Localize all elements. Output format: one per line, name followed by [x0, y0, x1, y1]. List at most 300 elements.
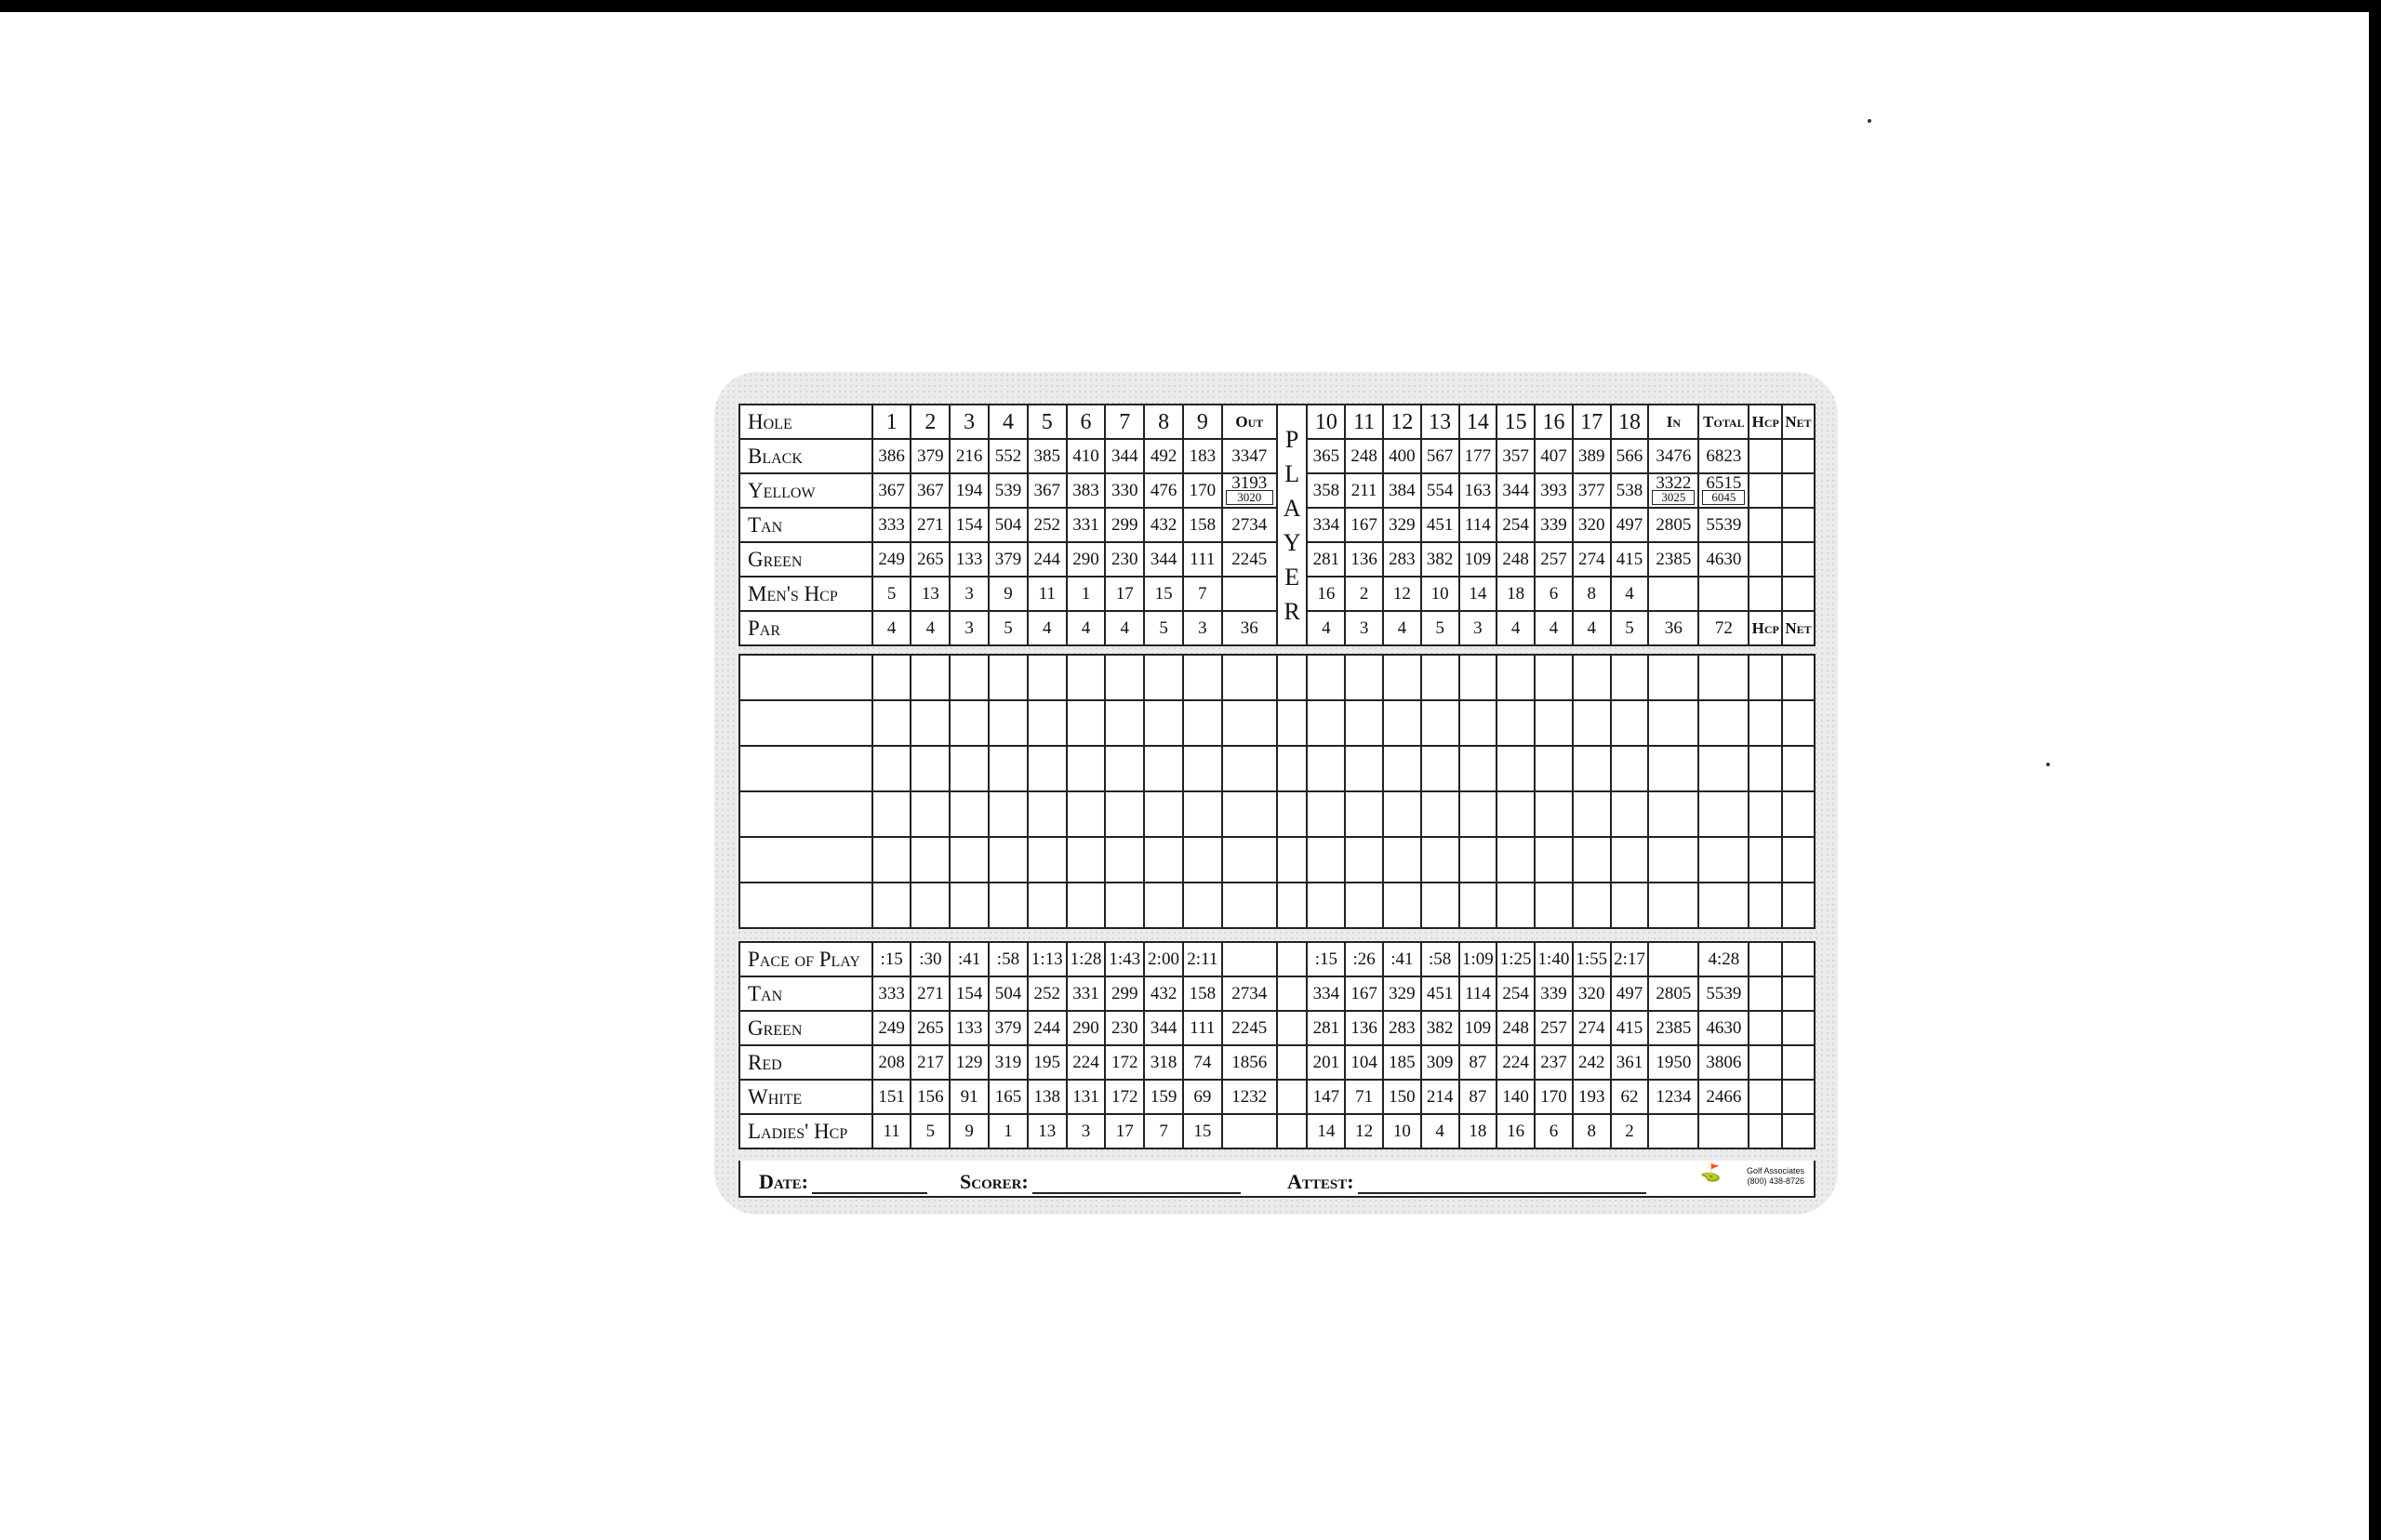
- yardage-cell: 4: [1611, 577, 1649, 611]
- player-name-cell[interactable]: [739, 746, 872, 791]
- in-cell: [1648, 473, 1698, 508]
- net-cell[interactable]: [1782, 1080, 1815, 1114]
- score-cell[interactable]: [1028, 655, 1067, 700]
- yardage-cell: 379: [911, 439, 950, 473]
- yardage-cell: 138: [1028, 1080, 1067, 1114]
- score-cell[interactable]: [1144, 837, 1183, 883]
- score-cell[interactable]: [1611, 837, 1649, 883]
- yardage-cell: 69: [1183, 1080, 1222, 1114]
- score-cell[interactable]: [1183, 655, 1222, 700]
- yardage-cell: 91: [950, 1080, 989, 1114]
- hcp-cell[interactable]: [1749, 1011, 1782, 1045]
- yardage-cell: 274: [1573, 1011, 1611, 1045]
- score-cell[interactable]: [989, 700, 1028, 746]
- in-cell: 3476: [1648, 439, 1698, 473]
- hole-number: 8: [1144, 405, 1183, 439]
- total-cell: 4:28: [1698, 942, 1749, 976]
- yardage-cell: :41: [1383, 942, 1421, 976]
- score-cell[interactable]: [1105, 883, 1144, 928]
- yardage-cell: 281: [1307, 1011, 1345, 1045]
- yardage-cell: 329: [1383, 976, 1421, 1011]
- player-name-cell[interactable]: [739, 700, 872, 746]
- score-cell[interactable]: [1421, 791, 1459, 837]
- score-cell[interactable]: [1383, 746, 1421, 791]
- score-cell[interactable]: [1383, 837, 1421, 883]
- yellow-out-alt-value: 3020: [1226, 490, 1273, 505]
- yardage-cell: 389: [1573, 439, 1611, 473]
- scorer-line[interactable]: [1032, 1175, 1241, 1194]
- score-cell[interactable]: [1782, 791, 1815, 837]
- row-label: Tan: [739, 508, 872, 542]
- net-cell[interactable]: [1782, 577, 1815, 611]
- yardage-cell: 13: [911, 577, 950, 611]
- score-cell[interactable]: [1782, 655, 1815, 700]
- out-cell: [1222, 473, 1277, 508]
- score-cell[interactable]: [1459, 791, 1497, 837]
- total-cell: 72: [1698, 611, 1749, 645]
- yardage-cell: 6: [1535, 577, 1573, 611]
- score-cell[interactable]: [1698, 883, 1749, 928]
- score-cell[interactable]: [1277, 700, 1308, 746]
- score-cell[interactable]: [1067, 837, 1106, 883]
- score-cell[interactable]: [950, 883, 989, 928]
- score-cell[interactable]: [989, 883, 1028, 928]
- score-cell[interactable]: [1067, 655, 1106, 700]
- score-cell[interactable]: [1535, 883, 1573, 928]
- yardage-cell: 111: [1183, 1011, 1222, 1045]
- yardage-cell: 74: [1183, 1045, 1222, 1080]
- score-cell[interactable]: [950, 791, 989, 837]
- score-cell[interactable]: [1648, 791, 1698, 837]
- yardage-cell: 379: [989, 542, 1028, 577]
- score-cell[interactable]: [1277, 655, 1308, 700]
- yardage-cell: :15: [872, 942, 911, 976]
- out-cell: 2734: [1222, 976, 1277, 1011]
- yardage-cell: 230: [1105, 1011, 1144, 1045]
- score-cell[interactable]: [1496, 791, 1535, 837]
- score-cell[interactable]: [1028, 791, 1067, 837]
- yardage-cell: 62: [1611, 1080, 1649, 1114]
- yardage-cell: 567: [1421, 439, 1459, 473]
- in-cell: 2805: [1648, 976, 1698, 1011]
- score-cell[interactable]: [1648, 700, 1698, 746]
- score-cell[interactable]: [1496, 746, 1535, 791]
- out-cell: 2734: [1222, 508, 1277, 542]
- in-cell: [1648, 1114, 1698, 1148]
- yardage-cell: 4: [1105, 611, 1144, 645]
- yardage-cell: 299: [1105, 508, 1144, 542]
- score-cell[interactable]: [911, 655, 950, 700]
- yardage-cell: 2: [1611, 1114, 1649, 1148]
- yardage-cell: 385: [1028, 439, 1067, 473]
- yardage-cell: 329: [1383, 508, 1421, 542]
- score-cell[interactable]: [1611, 746, 1649, 791]
- yardage-cell: 318: [1144, 1045, 1183, 1080]
- score-cell[interactable]: [1459, 837, 1497, 883]
- yardage-cell: 271: [911, 976, 950, 1011]
- hcp-cell[interactable]: [1749, 942, 1782, 976]
- score-cell[interactable]: [1307, 791, 1345, 837]
- score-cell[interactable]: [989, 837, 1028, 883]
- score-cell[interactable]: [1749, 700, 1782, 746]
- score-cell[interactable]: [1028, 883, 1067, 928]
- attest-line[interactable]: [1358, 1175, 1646, 1194]
- score-cell[interactable]: [1535, 746, 1573, 791]
- yardage-cell: 11: [1028, 577, 1067, 611]
- player-spacer-cell: [1277, 1045, 1308, 1080]
- net-cell[interactable]: [1782, 439, 1815, 473]
- score-cell[interactable]: [1496, 883, 1535, 928]
- yardage-cell: 163: [1459, 473, 1497, 508]
- score-cell[interactable]: [1144, 655, 1183, 700]
- score-cell[interactable]: [1611, 791, 1649, 837]
- score-cell[interactable]: [1648, 883, 1698, 928]
- score-cell[interactable]: [1648, 837, 1698, 883]
- score-cell[interactable]: [1222, 883, 1277, 928]
- score-cell[interactable]: [1067, 791, 1106, 837]
- score-cell[interactable]: [1144, 700, 1183, 746]
- yardage-cell: 4: [911, 611, 950, 645]
- yardage-table-top: [738, 404, 1816, 646]
- row-label: Red: [739, 1045, 872, 1080]
- score-cell[interactable]: [1749, 837, 1782, 883]
- out-cell: 1232: [1222, 1080, 1277, 1114]
- score-cell[interactable]: [1535, 837, 1573, 883]
- score-cell[interactable]: [1028, 746, 1067, 791]
- yardage-cell: 248: [1496, 542, 1535, 577]
- yardage-cell: 254: [1496, 976, 1535, 1011]
- score-cell[interactable]: [1105, 655, 1144, 700]
- score-cell[interactable]: [1383, 883, 1421, 928]
- net-cell[interactable]: [1782, 1045, 1815, 1080]
- net-cell[interactable]: [1782, 508, 1815, 542]
- yardage-cell: 367: [1028, 473, 1067, 508]
- score-cell[interactable]: [1277, 746, 1308, 791]
- yardage-cell: 331: [1067, 508, 1106, 542]
- net-cell[interactable]: [1782, 976, 1815, 1011]
- hcp-cell[interactable]: [1749, 439, 1782, 473]
- score-cell[interactable]: [1345, 837, 1383, 883]
- yardage-cell: :41: [950, 942, 989, 976]
- score-cell[interactable]: [1183, 837, 1222, 883]
- player-name-cell[interactable]: [739, 791, 872, 837]
- yardage-cell: 158: [1183, 976, 1222, 1011]
- total-cell: 5539: [1698, 976, 1749, 1011]
- score-cell[interactable]: [1421, 700, 1459, 746]
- score-cell[interactable]: [911, 746, 950, 791]
- score-cell[interactable]: [989, 746, 1028, 791]
- hcp-cell[interactable]: [1749, 473, 1782, 508]
- score-cell[interactable]: [1028, 700, 1067, 746]
- score-cell[interactable]: [1421, 746, 1459, 791]
- score-cell[interactable]: [1144, 746, 1183, 791]
- yellow-total-alt-value: 6045: [1702, 490, 1745, 505]
- in-cell: 1234: [1648, 1080, 1698, 1114]
- hcp-cell[interactable]: [1749, 1080, 1782, 1114]
- score-cell[interactable]: [1307, 655, 1345, 700]
- hcp-cell[interactable]: [1749, 1045, 1782, 1080]
- score-cell[interactable]: [1067, 883, 1106, 928]
- score-cell[interactable]: [911, 837, 950, 883]
- yardage-cell: 185: [1383, 1045, 1421, 1080]
- yardage-cell: 379: [989, 1011, 1028, 1045]
- score-cell[interactable]: [1611, 700, 1649, 746]
- score-cell[interactable]: [1222, 837, 1277, 883]
- yardage-cell: 382: [1421, 542, 1459, 577]
- score-cell[interactable]: [1345, 791, 1383, 837]
- yardage-cell: 248: [1345, 439, 1383, 473]
- score-cell[interactable]: [1383, 655, 1421, 700]
- speck: [1868, 119, 1871, 123]
- hole-number: 16: [1535, 405, 1573, 439]
- score-cell[interactable]: [1782, 746, 1815, 791]
- yardage-cell: 283: [1383, 1011, 1421, 1045]
- score-cell[interactable]: [1345, 883, 1383, 928]
- hole-number: 1: [872, 405, 911, 439]
- yardage-cell: 165: [989, 1080, 1028, 1114]
- yardage-cell: 377: [1573, 473, 1611, 508]
- score-cell[interactable]: [1105, 746, 1144, 791]
- score-cell[interactable]: [1067, 746, 1106, 791]
- score-cell[interactable]: [1067, 700, 1106, 746]
- score-cell[interactable]: [1749, 655, 1782, 700]
- score-cell[interactable]: [1459, 883, 1497, 928]
- yardage-cell: 244: [1028, 1011, 1067, 1045]
- score-cell[interactable]: [1698, 837, 1749, 883]
- score-cell[interactable]: [872, 700, 911, 746]
- score-cell[interactable]: [1277, 883, 1308, 928]
- score-cell[interactable]: [1496, 700, 1535, 746]
- yardage-cell: 136: [1345, 1011, 1383, 1045]
- score-cell[interactable]: [950, 655, 989, 700]
- player-name-cell[interactable]: [739, 883, 872, 928]
- yardage-cell: 5: [911, 1114, 950, 1148]
- scorer-field: [960, 1170, 1241, 1194]
- yellow-in-value: 3322: [1656, 473, 1692, 493]
- score-cell[interactable]: [1345, 700, 1383, 746]
- yardage-cell: 361: [1611, 1045, 1649, 1080]
- player-score-row: [739, 700, 1815, 746]
- yardage-cell: 244: [1028, 542, 1067, 577]
- yardage-cell: 4: [1028, 611, 1067, 645]
- score-cell[interactable]: [989, 791, 1028, 837]
- yardage-cell: 344: [1144, 542, 1183, 577]
- hcp-cell[interactable]: [1749, 577, 1782, 611]
- score-cell[interactable]: [872, 746, 911, 791]
- row-label: Black: [739, 439, 872, 473]
- score-cell[interactable]: [1383, 791, 1421, 837]
- score-cell[interactable]: [1345, 746, 1383, 791]
- score-cell[interactable]: [1277, 791, 1308, 837]
- score-cell[interactable]: [1183, 883, 1222, 928]
- score-cell[interactable]: [1222, 655, 1277, 700]
- date-field: [759, 1170, 927, 1194]
- score-cell[interactable]: [1144, 883, 1183, 928]
- score-cell[interactable]: [911, 791, 950, 837]
- score-cell[interactable]: [1144, 791, 1183, 837]
- yardage-cell: 5: [1421, 611, 1459, 645]
- yardage-cell: 159: [1144, 1080, 1183, 1114]
- player-score-row: [739, 746, 1815, 791]
- yardage-cell: 1: [1067, 577, 1106, 611]
- out-cell: [1222, 577, 1277, 611]
- yardage-cell: 382: [1421, 1011, 1459, 1045]
- yardage-cell: 4: [1535, 611, 1573, 645]
- yardage-cell: 147: [1307, 1080, 1345, 1114]
- score-cell[interactable]: [989, 655, 1028, 700]
- score-cell[interactable]: [1222, 791, 1277, 837]
- score-cell[interactable]: [950, 700, 989, 746]
- score-cell[interactable]: [1573, 883, 1611, 928]
- score-cell[interactable]: [1421, 883, 1459, 928]
- yardage-cell: 216: [950, 439, 989, 473]
- hcp-cell[interactable]: [1749, 542, 1782, 577]
- hcp-cell[interactable]: [1749, 1114, 1782, 1148]
- net-cell[interactable]: [1782, 1011, 1815, 1045]
- hcp-cell[interactable]: [1749, 976, 1782, 1011]
- score-cell[interactable]: [1648, 746, 1698, 791]
- yardage-cell: 357: [1496, 439, 1535, 473]
- score-cell[interactable]: [872, 837, 911, 883]
- score-cell[interactable]: [1307, 837, 1345, 883]
- player-letter: R: [1284, 597, 1300, 625]
- yardage-cell: 339: [1535, 976, 1573, 1011]
- yardage-cell: 133: [950, 1011, 989, 1045]
- yardage-cell: 334: [1307, 976, 1345, 1011]
- out-cell: 1856: [1222, 1045, 1277, 1080]
- net-cell[interactable]: [1782, 473, 1815, 508]
- score-cell[interactable]: [1105, 791, 1144, 837]
- score-cell[interactable]: [1345, 655, 1383, 700]
- yardage-cell: 320: [1573, 508, 1611, 542]
- score-cell[interactable]: [1573, 746, 1611, 791]
- score-cell[interactable]: [1459, 655, 1497, 700]
- player-name-cell[interactable]: [739, 837, 872, 883]
- yardage-cell: 432: [1144, 976, 1183, 1011]
- yardage-cell: 410: [1067, 439, 1106, 473]
- score-cell[interactable]: [1782, 883, 1815, 928]
- hole-number: 15: [1496, 405, 1535, 439]
- row-label: Green: [739, 1011, 872, 1045]
- yardage-cell: 3: [1345, 611, 1383, 645]
- score-cell[interactable]: [1183, 791, 1222, 837]
- score-cell[interactable]: [1573, 700, 1611, 746]
- yardage-cell: 252: [1028, 508, 1067, 542]
- score-cell[interactable]: [1782, 837, 1815, 883]
- score-cell[interactable]: [1105, 700, 1144, 746]
- yardage-cell: 9: [950, 1114, 989, 1148]
- score-cell[interactable]: [1277, 837, 1308, 883]
- score-cell[interactable]: [1028, 837, 1067, 883]
- yardage-cell: 12: [1345, 1114, 1383, 1148]
- score-cell[interactable]: [1183, 700, 1222, 746]
- score-cell[interactable]: [950, 837, 989, 883]
- score-cell[interactable]: [1698, 746, 1749, 791]
- score-cell[interactable]: [1496, 837, 1535, 883]
- player-spacer-cell: [1277, 1011, 1308, 1045]
- score-cell[interactable]: [1459, 700, 1497, 746]
- score-cell[interactable]: [1421, 655, 1459, 700]
- yardage-cell: 344: [1144, 1011, 1183, 1045]
- yardage-cell: 319: [989, 1045, 1028, 1080]
- net-cell[interactable]: [1782, 542, 1815, 577]
- score-cell[interactable]: [1222, 700, 1277, 746]
- date-line[interactable]: [812, 1175, 927, 1194]
- score-cell[interactable]: [1105, 837, 1144, 883]
- player-score-row: [739, 655, 1815, 700]
- score-cell[interactable]: [1535, 791, 1573, 837]
- score-cell[interactable]: [1573, 655, 1611, 700]
- yardage-cell: 7: [1183, 577, 1222, 611]
- score-cell[interactable]: [1459, 746, 1497, 791]
- yardage-cell: 4: [1573, 611, 1611, 645]
- yardage-table-bottom: [738, 941, 1816, 1149]
- yardage-cell: 2: [1345, 577, 1383, 611]
- in-cell: [1648, 942, 1698, 976]
- yardage-cell: 492: [1144, 439, 1183, 473]
- total-cell: 5539: [1698, 508, 1749, 542]
- score-cell[interactable]: [872, 791, 911, 837]
- yardage-cell: 114: [1459, 976, 1497, 1011]
- yardage-cell: 183: [1183, 439, 1222, 473]
- score-cell[interactable]: [1307, 700, 1345, 746]
- score-cell[interactable]: [1183, 746, 1222, 791]
- net-cell[interactable]: [1782, 942, 1815, 976]
- score-cell[interactable]: [911, 883, 950, 928]
- score-cell[interactable]: [1573, 837, 1611, 883]
- score-cell[interactable]: [1383, 700, 1421, 746]
- score-cell[interactable]: [1782, 700, 1815, 746]
- score-cell[interactable]: [911, 700, 950, 746]
- score-cell[interactable]: [1611, 883, 1649, 928]
- yardage-cell: 3: [1183, 611, 1222, 645]
- yardage-cell: :15: [1307, 942, 1345, 976]
- player-name-cell[interactable]: [739, 655, 872, 700]
- yardage-cell: 407: [1535, 439, 1573, 473]
- score-cell[interactable]: [1222, 746, 1277, 791]
- score-cell[interactable]: [1535, 655, 1573, 700]
- yardage-cell: 274: [1573, 542, 1611, 577]
- score-cell[interactable]: [1749, 746, 1782, 791]
- score-cell[interactable]: [1698, 655, 1749, 700]
- net-cell[interactable]: [1782, 1114, 1815, 1148]
- score-cell[interactable]: [1535, 700, 1573, 746]
- score-cell[interactable]: [1307, 883, 1345, 928]
- score-cell[interactable]: [1573, 791, 1611, 837]
- score-cell[interactable]: [1421, 837, 1459, 883]
- yardage-cell: 5: [1144, 611, 1183, 645]
- score-cell[interactable]: [1611, 655, 1649, 700]
- yardage-cell: 136: [1345, 542, 1383, 577]
- score-cell[interactable]: [1648, 655, 1698, 700]
- yardage-cell: 339: [1535, 508, 1573, 542]
- score-cell[interactable]: [1698, 700, 1749, 746]
- hcp-cell[interactable]: [1749, 508, 1782, 542]
- yardage-cell: 242: [1573, 1045, 1611, 1080]
- score-cell[interactable]: [1496, 655, 1535, 700]
- score-cell[interactable]: [1698, 791, 1749, 837]
- score-cell[interactable]: [950, 746, 989, 791]
- score-cell[interactable]: [872, 655, 911, 700]
- player-score-row: [739, 791, 1815, 837]
- score-cell[interactable]: [1749, 791, 1782, 837]
- score-cell[interactable]: [1307, 746, 1345, 791]
- player-score-row: [739, 883, 1815, 928]
- score-cell[interactable]: [872, 883, 911, 928]
- score-cell[interactable]: [1749, 883, 1782, 928]
- yardage-cell: 5: [989, 611, 1028, 645]
- yardage-cell: 9: [989, 577, 1028, 611]
